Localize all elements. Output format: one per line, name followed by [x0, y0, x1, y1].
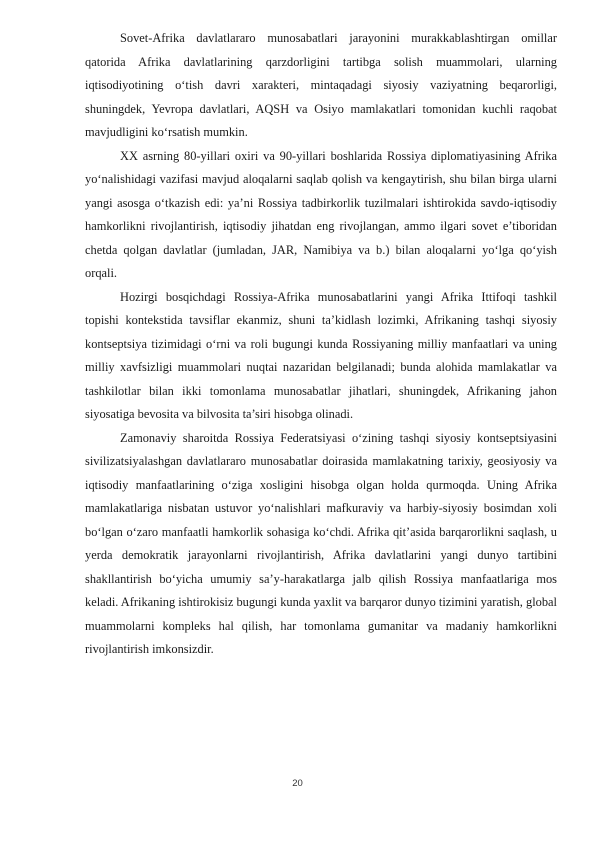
paragraph-3: Hozirgi bosqichdagi Rossiya-Afrika munosabatlarini yangi Afrika Ittifoqi tashkil topishi kontekstida tavsiflar ekanmiz, shuni ta’kidlash lozimki, Afrikaning tashqi siyosiy kontseptsiya tizimidagi o‘rni va roli bugungi kunda Rossiyaning milliy manfaatlari va uning milliy xavfsizligi muammolari nuqtai nazaridan belgilanadi; bunda alohida mamlakatlar va tashkilotlar bilan ikki tomonlama munosabatlar jihatlari, shuningdek, Afrikaning jahon siyosatiga bevosita va bilvosita ta’siri hisobga olinadi.: [85, 289, 557, 421]
paragraph-4: Zamonaviy sharoitda Rossiya Federatsiyasi o‘zining tashqi siyosiy kontseptsiyasini sivilizatsiyalashgan davlatlararo munosabatlar doirasida mamlakatning tarixiy, geosiyosiy va iqtisodiy manfaatlarining o‘ziga xosligini hisobga olgan holda qurmoqda. Uning Afrika mamlakatlariga nisbatan ustuvor yo‘nalishlari mafkuraviy va harbiy-siyosiy bosimdan xoli bo‘lgan o‘zaro manfaatli hamkorlik sohasiga ko‘chdi. Afrika qit’asida barqarorlikni saqlash, u yerda demokratik jarayonlarni rivojlantirish, Afrika davlatlarini yangi dunyo tartibini shakllantirish bo‘yicha umumiy sa’y-harakatlarga jalb qilish Rossiya manfaatlariga mos keladi. Afrikaning ishtirokisiz bugungi kunda yaxlit va barqaror dunyo tizimini yaratish, global muammolarni kompleks hal qilish, har tomonlama gumanitar va madaniy hamkorlikni rivojlantirish imkonsizdir.: [85, 430, 557, 656]
paragraph-2: XX asrning 80-yillari oxiri va 90-yillari boshlarida Rossiya diplomatiyasining Afrika yo‘nalishidagi vazifasi mavjud aloqalarni saqlab qolish va kengaytirish, shu bilan birga ularni yangi asosga o‘tkazish edi: ya’ni Rossiya tadbirkorlik tuzilmalari ishtirokida savdo-iqtisodiy hamkorlikni rivojlantirish, iqtisodiy jihatdan eng rivojlangan, ammo ilgari sovet e’tiboridan chetda qolgan davlatlar (jumladan, JAR, Namibiya va b.) bilan aloqalarni yo‘lga qo‘yish orqali.: [85, 148, 557, 280]
page-number: 20: [292, 778, 303, 789]
document-body: [85, 27, 557, 662]
paragraph-1: Sovet-Afrika davlatlararo munosabatlari jarayonini murakkablashtirgan omillar qatorida Afrika davlatlarining qarzdorligini tartibga solish muammolari, ularning iqtisodiyotining o‘tish davri xarakteri, mintaqadagi siyosiy vaziyatning beqarorligi, shuningdek, Yevropa davlatlari, AQSH va Osiyo mamlakatlari tomonidan kuchli raqobat mavjudligini ko‘rsatish mumkin.: [85, 31, 557, 139]
